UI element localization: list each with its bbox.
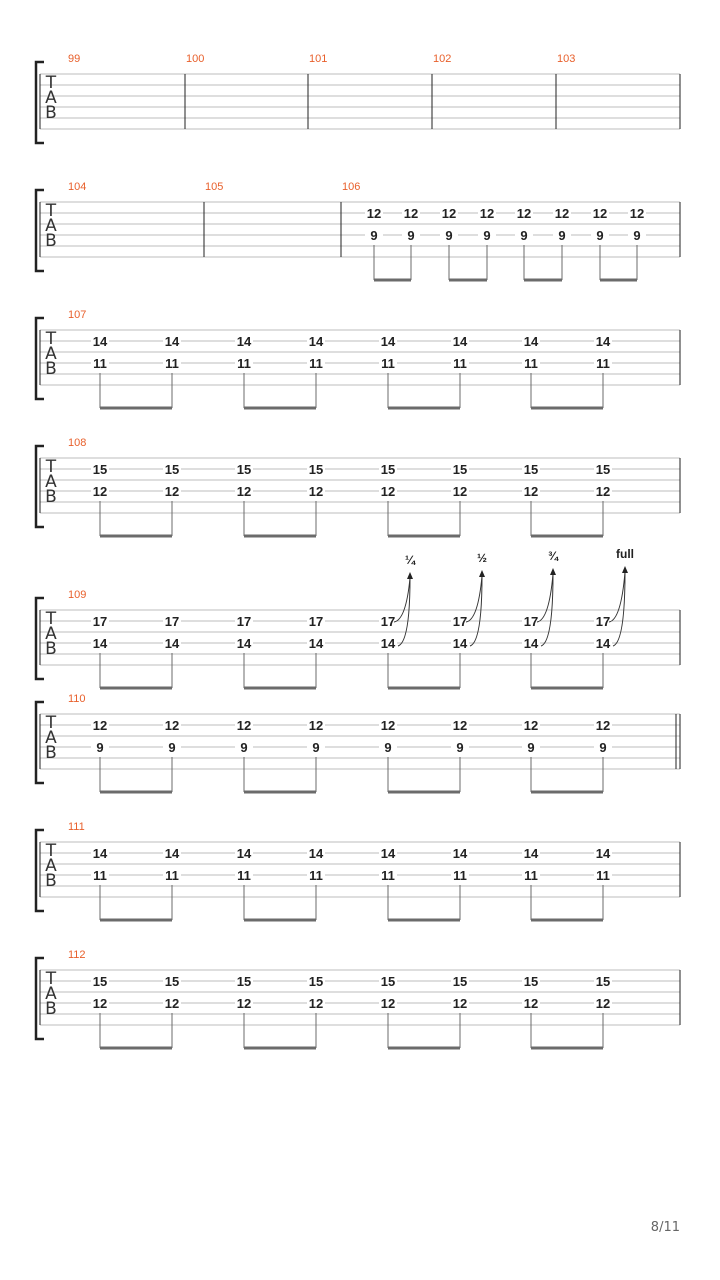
measure-number: 110: [68, 693, 86, 705]
fret-number: 12: [523, 996, 539, 1011]
fret-number: 17: [380, 614, 396, 629]
fret-number: 15: [523, 462, 539, 477]
fret-number: 14: [164, 636, 180, 651]
fret-number: 12: [92, 484, 108, 499]
fret-number: 11: [453, 868, 467, 883]
fret-number: 9: [445, 228, 453, 243]
page-number: 8/11: [650, 1220, 680, 1235]
fret-number: 12: [441, 206, 457, 221]
tab-clef-letter: A: [45, 984, 57, 1004]
measure-number: 104: [68, 181, 87, 193]
tab-clef-letter: A: [45, 88, 57, 108]
fret-number: 17: [452, 614, 468, 629]
fret-number: 11: [381, 868, 395, 883]
fret-number: 11: [381, 356, 395, 371]
fret-number: 12: [164, 718, 180, 733]
fret-number: 14: [92, 334, 108, 349]
fret-number: 12: [403, 206, 419, 221]
fret-number: 12: [308, 996, 324, 1011]
fret-number: 15: [595, 462, 611, 477]
fret-number: 14: [380, 846, 396, 861]
fret-number: 14: [452, 846, 468, 861]
fret-number: 11: [237, 356, 251, 371]
fret-number: 9: [168, 740, 176, 755]
fret-number: 9: [633, 228, 641, 243]
tab-clef-letter: T: [45, 329, 57, 349]
measure-number: 100: [186, 53, 205, 65]
fret-number: 9: [520, 228, 528, 243]
tab-clef-letter: B: [45, 103, 57, 123]
fret-number: 11: [524, 356, 538, 371]
measure-number: 102: [433, 53, 452, 65]
fret-number: 15: [308, 974, 324, 989]
measure-number: 109: [68, 589, 87, 601]
fret-number: 14: [308, 636, 324, 651]
fret-number: 12: [236, 996, 252, 1011]
tab-system: [36, 693, 680, 792]
fret-number: 11: [524, 868, 538, 883]
bend-curve: [537, 574, 553, 622]
tab-clef-letter: A: [45, 624, 57, 644]
fret-number: 12: [308, 484, 324, 499]
tab-clef-letter: A: [45, 344, 57, 364]
fret-number: 11: [237, 868, 251, 883]
fret-number: 9: [407, 228, 415, 243]
fret-number: 17: [595, 614, 611, 629]
bend-arrowhead: [407, 572, 413, 579]
fret-number: 15: [164, 462, 180, 477]
fret-number: 9: [558, 228, 566, 243]
fret-number: 14: [308, 846, 324, 861]
tab-clef-letter: A: [45, 472, 57, 492]
fret-number: 12: [92, 718, 108, 733]
fret-number: 15: [92, 974, 108, 989]
fret-number: 17: [308, 614, 324, 629]
fret-number: 11: [165, 356, 179, 371]
fret-number: 17: [236, 614, 252, 629]
fret-number: 12: [452, 718, 468, 733]
tab-clef-letter: T: [45, 457, 57, 477]
tab-clef-letter: T: [45, 201, 57, 221]
tab-clef-letter: B: [45, 743, 57, 763]
fret-number: 9: [312, 740, 320, 755]
tab-clef-letter: B: [45, 487, 57, 507]
fret-number: 9: [370, 228, 378, 243]
bend-arrowhead: [479, 570, 485, 577]
fret-number: 12: [380, 718, 396, 733]
fret-number: 12: [592, 206, 608, 221]
fret-number: 12: [516, 206, 532, 221]
fret-number: 9: [96, 740, 104, 755]
fret-number: 15: [236, 462, 252, 477]
tab-clef-letter: T: [45, 969, 57, 989]
fret-number: 14: [523, 846, 539, 861]
fret-number: 12: [523, 484, 539, 499]
fret-number: 12: [164, 996, 180, 1011]
fret-number: 14: [164, 334, 180, 349]
measure-number: 99: [68, 53, 81, 65]
tab-system: [36, 181, 680, 280]
fret-number: 14: [595, 636, 611, 651]
fret-number: 14: [595, 846, 611, 861]
bend-amount-label: ½: [476, 551, 488, 565]
fret-number: 12: [236, 718, 252, 733]
tab-system: [36, 437, 680, 536]
fret-number: 14: [236, 334, 252, 349]
measure-number: 112: [68, 949, 86, 961]
bend-arrowhead: [622, 566, 628, 573]
fret-number: 15: [164, 974, 180, 989]
bend-curve: [609, 572, 625, 622]
bend-arrowhead: [550, 568, 556, 575]
tab-clef-letter: T: [45, 713, 57, 733]
fret-number: 12: [92, 996, 108, 1011]
tab-clef-letter: B: [45, 359, 57, 379]
measure-number: 101: [309, 53, 328, 65]
fret-number: 14: [452, 636, 468, 651]
fret-number: 15: [236, 974, 252, 989]
fret-number: 15: [380, 974, 396, 989]
measure-number: 106: [342, 181, 361, 193]
fret-number: 14: [452, 334, 468, 349]
fret-number: 11: [309, 356, 323, 371]
fret-number: 14: [523, 636, 539, 651]
tab-system: [36, 949, 680, 1048]
tab-clef-letter: B: [45, 999, 57, 1019]
fret-number: 14: [236, 636, 252, 651]
fret-number: 14: [523, 334, 539, 349]
measure-number: 103: [557, 53, 576, 65]
fret-number: 15: [452, 462, 468, 477]
fret-number: 11: [309, 868, 323, 883]
fret-number: 12: [595, 484, 611, 499]
fret-number: 9: [527, 740, 535, 755]
tab-clef-letter: T: [45, 609, 57, 629]
fret-number: 11: [93, 356, 107, 371]
bend-amount-label: ¼: [404, 553, 416, 567]
fret-number: 15: [523, 974, 539, 989]
fret-number: 14: [380, 636, 396, 651]
fret-number: 14: [92, 636, 108, 651]
fret-number: 12: [164, 484, 180, 499]
tab-clef-letter: B: [45, 871, 57, 891]
fret-number: 14: [92, 846, 108, 861]
measure-number: 108: [68, 437, 87, 449]
fret-number: 11: [453, 356, 467, 371]
fret-number: 15: [452, 974, 468, 989]
tab-system: [36, 821, 680, 920]
fret-number: 14: [308, 334, 324, 349]
fret-number: 12: [308, 718, 324, 733]
fret-number: 9: [599, 740, 607, 755]
fret-number: 11: [596, 868, 610, 883]
fret-number: 9: [483, 228, 491, 243]
fret-number: 11: [165, 868, 179, 883]
bend-curve: [398, 578, 410, 646]
fret-number: 9: [240, 740, 248, 755]
measure-number: 111: [68, 821, 85, 833]
fret-number: 14: [236, 846, 252, 861]
fret-number: 14: [380, 334, 396, 349]
fret-number: 9: [596, 228, 604, 243]
fret-number: 12: [479, 206, 495, 221]
tab-clef-letter: A: [45, 728, 57, 748]
fret-number: 12: [452, 484, 468, 499]
bend-amount-label: ¾: [547, 549, 559, 563]
fret-number: 15: [380, 462, 396, 477]
fret-number: 12: [380, 484, 396, 499]
fret-number: 12: [380, 996, 396, 1011]
tab-clef-letter: T: [45, 73, 57, 93]
tab-clef-letter: A: [45, 216, 57, 236]
fret-number: 12: [366, 206, 382, 221]
tab-clef-letter: A: [45, 856, 57, 876]
fret-number: 11: [93, 868, 107, 883]
fret-number: 15: [92, 462, 108, 477]
fret-number: 15: [595, 974, 611, 989]
fret-number: 12: [236, 484, 252, 499]
tab-clef-letter: B: [45, 639, 57, 659]
fret-number: 12: [452, 996, 468, 1011]
fret-number: 14: [164, 846, 180, 861]
fret-number: 17: [92, 614, 108, 629]
bend-curve: [470, 576, 482, 646]
tab-clef-letter: B: [45, 231, 57, 251]
tab-system: [36, 547, 680, 688]
measure-number: 107: [68, 309, 87, 321]
fret-number: 17: [164, 614, 180, 629]
fret-number: 12: [629, 206, 645, 221]
measure-number: 105: [205, 181, 224, 193]
fret-number: 9: [456, 740, 464, 755]
fret-number: 11: [596, 356, 610, 371]
bend-amount-label: full: [616, 547, 634, 561]
tab-system: [36, 53, 680, 143]
fret-number: 12: [595, 996, 611, 1011]
fret-number: 12: [554, 206, 570, 221]
tab-clef-letter: T: [45, 841, 57, 861]
fret-number: 9: [384, 740, 392, 755]
fret-number: 15: [308, 462, 324, 477]
fret-number: 12: [523, 718, 539, 733]
fret-number: 12: [595, 718, 611, 733]
fret-number: 17: [523, 614, 539, 629]
fret-number: 14: [595, 334, 611, 349]
tab-system: [36, 309, 680, 408]
